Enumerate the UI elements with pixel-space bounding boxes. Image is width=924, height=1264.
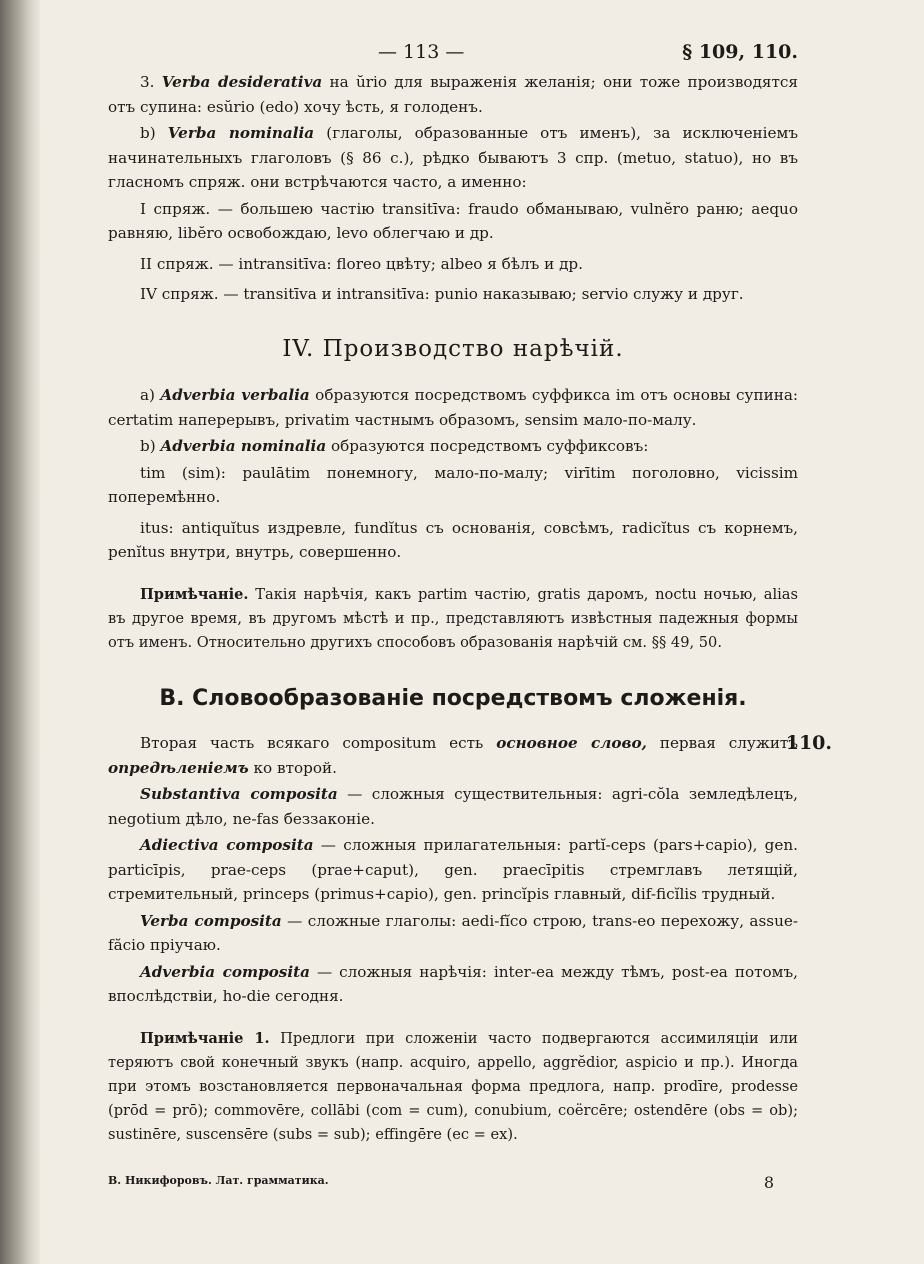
emphasized-term: опредѣленіемъ — [108, 758, 249, 777]
latin-term: Verba desiderativa — [161, 73, 323, 91]
latin-term: Adverbia nominalia — [160, 437, 327, 455]
paragraph-110-block — [108, 731, 832, 780]
note-prepositions — [108, 1027, 798, 1147]
item-number: b) — [140, 437, 156, 455]
paragraph-text: (глаголы, образованные отъ именъ), за исключеніемъ начинательныхъ глаголовъ (§ 86 c.), рѣдко бываютъ 3 спр. (metuo, statuo), но въ гласномъ спряж. они встрѣчаются часто, а именно: — [108, 124, 799, 191]
note-adverbs — [108, 583, 798, 655]
note-text: Такія нарѣчія, какъ partim частію, gratis даромъ, noctu ночью, alias въ другое время, въ другомъ мѣстѣ и пр., представляютъ извѣстныя падежныя формы отъ именъ. Относительно другихъ способовъ образованія нарѣчій см. §§ 49, 50. — [108, 585, 798, 651]
paragraph-text: образуются посредствомъ суффикса im отъ основы супина: certatim наперерывъ, privatim частнымъ образомъ, sensim мало-по-малу. — [108, 386, 798, 429]
book-binding-edge — [0, 0, 40, 1264]
page-number: — 113 — — [378, 41, 465, 63]
paragraph-text: — сложныя прилагательныя: partĭ-ceps (pars+capio), gen. particīpis, prae-ceps (prae+caput), gen. praecīpitis стремглавъ летящій, стремительный, princeps (primus+capio), gen. princĭpis главный, dif-ficĭlis трудный. — [108, 836, 798, 903]
latin-term: Adverbia verbalia — [160, 386, 310, 404]
paragraph-substantiva-composita — [108, 782, 798, 831]
paragraph-verba-composita — [108, 909, 798, 958]
page-footer — [108, 1163, 798, 1203]
item-number: b) — [140, 124, 156, 142]
margin-paragraph-number: 110. — [785, 732, 832, 754]
paragraph-suffix-itus: itus: antiquĭtus издревле, fundĭtus съ основанія, совсѣмъ, radicĭtus съ корнемъ, penĭtus внутри, внутрь, совершенно. — [108, 518, 798, 561]
paragraph-verba-nominalia — [108, 121, 798, 195]
paragraph-adverbia-nominalia — [108, 434, 798, 459]
note-label: Примѣчаніе. — [140, 585, 249, 603]
paragraph-text: — сложныя существительныя: agri-cŏla земледѣлецъ, negotium дѣло, ne-fas беззаконіе. — [108, 785, 798, 828]
section-reference: § 109, 110. — [682, 41, 798, 63]
paragraph-adiectiva-composita — [108, 833, 798, 907]
paragraph-conj-4: IV спряж. — transitīva и intransitīva: punio наказываю; servio служу и друг. — [140, 285, 744, 303]
note-text: Предлоги при сложеніи часто подвергаются ассимиляціи или теряютъ свой конечный звукъ (напр. acquiro, appello, aggrĕdior, aspicio и пр.). Иногда при этомъ возстановляется первоначальная форма предлога, напр. prodīre, prodesse (prōd = prō); commovēre, collābi (com = cum), conubium, coërcēre; ostendēre (obs = ob); sustinēre, suscensēre (subs = sub); effingēre (ec = ex). — [108, 1029, 799, 1143]
paragraph-text: первая служитъ — [646, 734, 799, 752]
paragraph-compositum-intro — [108, 731, 798, 780]
item-number: 3. — [140, 73, 155, 91]
emphasized-term: основное слово, — [496, 734, 647, 752]
page — [108, 36, 832, 1203]
note-label: Примѣчаніе 1. — [140, 1029, 270, 1047]
item-number: a) — [140, 386, 155, 404]
signature-mark: 8 — [763, 1172, 774, 1192]
paragraph-suffix-tim: tim (sim): paulātim понемногу, мало-по-малу; virītim поголовно, vicissim поперемѣнно. — [108, 463, 798, 506]
paragraph-adverbia-composita — [108, 960, 798, 1009]
latin-term: Adverbia composita — [140, 962, 310, 981]
latin-term: Verba nominalia — [167, 124, 315, 142]
latin-term: Substantiva composita — [140, 785, 338, 803]
paragraph-verba-desiderativa — [108, 70, 798, 119]
section-heading-adverbs: IV. Производство нарѣчій. — [282, 335, 624, 362]
latin-term: Adiectiva composita — [140, 836, 314, 854]
latin-term: Verba composita — [140, 911, 282, 930]
paragraph-conj-2: II спряж. — intransitīva: floreo цвѣту; albeo я бѣлъ и др. — [140, 254, 583, 273]
paragraph-conj-1: I спряж. — большею частію transitīva: fraudo обманываю, vulnĕro раню; aequo равняю, libĕro освобождаю, levo облегчаю и др. — [108, 199, 798, 242]
paragraph-text: Вторая часть всякаго compositum есть — [140, 734, 497, 752]
paragraph-text: ко второй. — [248, 758, 337, 777]
section-heading-composition: B. Словообразованіе посредствомъ сложенія. — [159, 685, 747, 711]
paragraph-text: образуются посредствомъ суффиксовъ: — [326, 437, 649, 455]
page-header — [108, 36, 798, 70]
paragraph-text: — сложныя нарѣчія: inter-ea между тѣмъ, post-ea потомъ, впослѣдствіи, ho-die сегодня. — [108, 962, 798, 1005]
paragraph-text: — сложные глаголы: aedi-fĭco строю, trans-eo перехожу, assue-făcio пріучаю. — [108, 911, 798, 954]
paragraph-text: на ŭrio для выраженія желанія; они тоже производятся отъ супина: esŭrio (edo) хочу ѣсть, я голоденъ. — [108, 73, 798, 116]
footer-source: В. Никифоровъ. Лат. грамматика. — [108, 1173, 329, 1187]
paragraph-adverbia-verbalia — [108, 383, 798, 432]
